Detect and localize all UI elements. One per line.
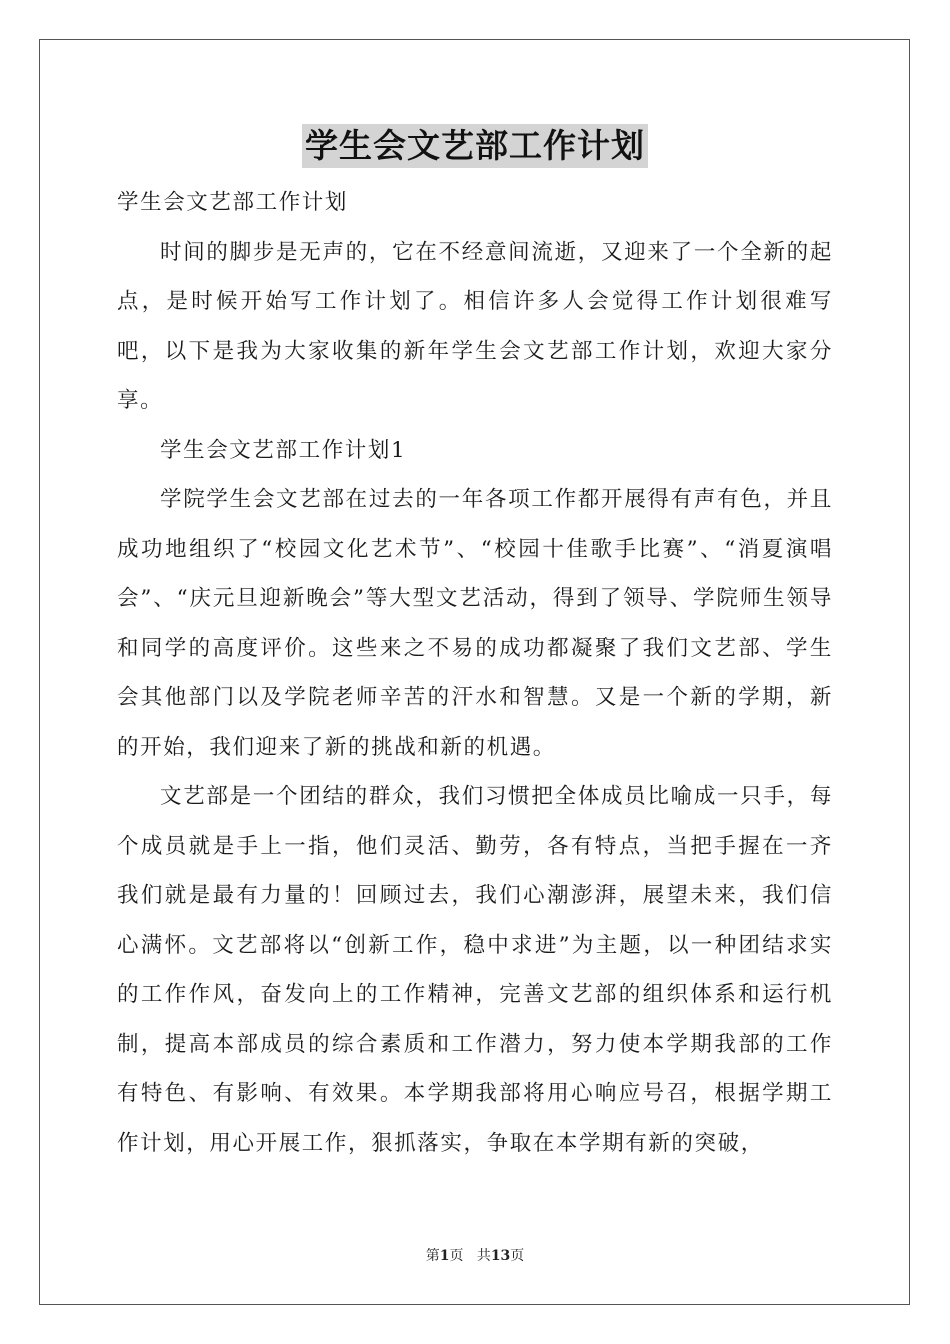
total-suffix: 页 xyxy=(510,1248,525,1264)
body-paragraph-1: 学生会文艺部工作计划 xyxy=(117,190,349,215)
section-heading-plan-1: 学生会文艺部工作计划1 xyxy=(160,437,407,463)
body-paragraph-2: 时间的脚步是无声的，它在不经意间流逝，又迎来了一个全新的起点，是时候开始写工作计划了。相信许多人会觉得工作计划很难写吧，以下是我为大家收集的新年学生会文艺部工作计划，欢迎大家分享。 xyxy=(117,239,833,413)
page-current: 1 xyxy=(439,1248,450,1264)
title-wrap xyxy=(0,124,950,168)
page-prefix: 第 xyxy=(425,1248,440,1264)
total-prefix: 共 xyxy=(476,1248,491,1264)
page-footer xyxy=(0,1246,950,1266)
page-suffix: 页 xyxy=(449,1248,464,1264)
body-paragraph-3: 学院学生会文艺部在过去的一年各项工作都开展得有声有色，并且成功地组织了“校园文化艺术节”、“校园十佳歌手比赛”、“消夏演唱会”、“庆元旦迎新晚会”等大型文艺活动，得到了领导、学院师生领导和同学的高度评价。这些来之不易的成功都凝聚了我们文艺部、学生会其他部门以及学院老师辛苦的汗水和智慧。又是一个新的学期，新的开始，我们迎来了新的挑战和新的机遇。 xyxy=(117,487,833,760)
document-title: 学生会文艺部工作计划 xyxy=(302,124,648,168)
document-body xyxy=(117,178,833,1168)
body-paragraph-4: 文艺部是一个团结的群众，我们习惯把全体成员比喻成一只手，每个成员就是手上一指，他们灵活、勤劳，各有特点，当把手握在一齐我们就是最有力量的！回顾过去，我们心潮澎湃，展望未来，我们信心满怀。文艺部将以“创新工作，稳中求进”为主题，以一种团结求实的工作作风，奋发向上的工作精神，完善文艺部的组织体系和运行机制，提高本部成员的综合素质和工作潜力，努力使本学期我部的工作有特色、有影响、有效果。本学期我部将用心响应号召，根据学期工作计划，用心开展工作，狠抓落实，争取在本学期有新的突破， xyxy=(117,784,833,1156)
page-total: 13 xyxy=(490,1248,511,1264)
